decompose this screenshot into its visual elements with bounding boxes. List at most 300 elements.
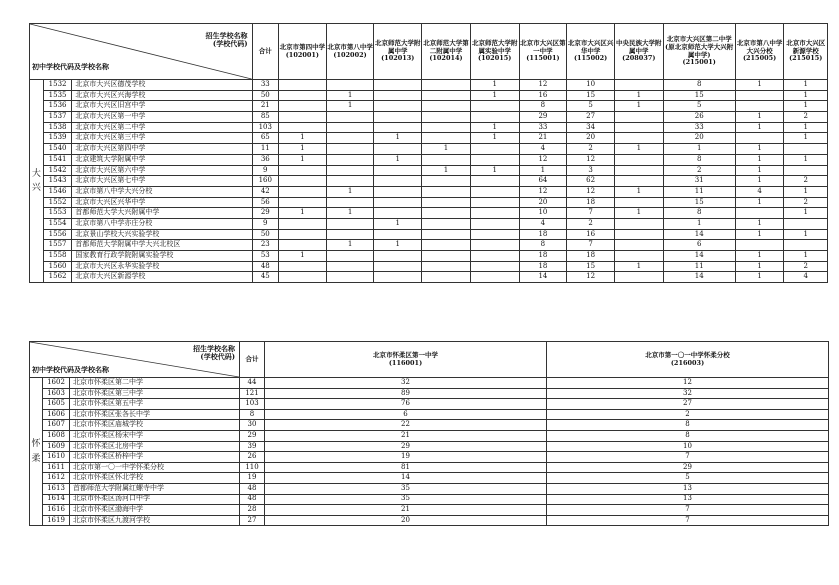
quota-cell: 1 xyxy=(735,122,784,133)
quota-cell: 1 xyxy=(735,229,784,240)
column-header xyxy=(567,24,615,80)
quota-cell xyxy=(784,218,828,229)
quota-cell xyxy=(279,261,327,272)
quota-cell xyxy=(422,80,471,91)
table-row xyxy=(30,112,828,123)
quota-cell: 1 xyxy=(326,208,374,219)
school-code-cell: 1616 xyxy=(43,505,70,516)
school-code-cell: 1558 xyxy=(43,251,72,262)
quota-cell: 1 xyxy=(784,154,828,165)
school-name-cell: 北京市第八中学亦庄分校 xyxy=(72,218,252,229)
column-school-code: (115001) xyxy=(526,54,560,63)
school-name-cell: 北京市怀柔区九渡河学校 xyxy=(70,515,240,526)
column-school-code: (102015) xyxy=(478,54,512,63)
column-header xyxy=(279,24,327,80)
table-row xyxy=(30,505,829,516)
quota-cell: 3 xyxy=(567,165,615,176)
table2-corner-header xyxy=(30,342,240,378)
quota-cell: 1 xyxy=(614,144,663,155)
quota-cell: 12 xyxy=(519,154,567,165)
total-cell: 11 xyxy=(252,144,278,155)
quota-cell: 13 xyxy=(547,483,829,494)
quota-cell: 1 xyxy=(735,112,784,123)
table1-corner-header xyxy=(30,24,253,80)
quota-cell: 1 xyxy=(784,251,828,262)
quota-cell: 8 xyxy=(663,80,735,91)
quota-cell xyxy=(374,144,422,155)
quota-cell xyxy=(374,208,422,219)
quota-cell: 1 xyxy=(374,218,422,229)
quota-cell xyxy=(279,272,327,283)
table-row xyxy=(30,208,828,219)
quota-cell xyxy=(614,272,663,283)
quota-cell: 8 xyxy=(663,154,735,165)
quota-cell: 14 xyxy=(663,272,735,283)
quota-cell: 1 xyxy=(422,165,471,176)
school-name-cell: 首都师范大学附属中学大兴北校区 xyxy=(72,240,252,251)
quota-cell: 27 xyxy=(547,399,829,410)
quota-cell xyxy=(422,229,471,240)
quota-cell: 2 xyxy=(784,112,828,123)
quota-cell: 1 xyxy=(326,90,374,101)
quota-cell: 1 xyxy=(374,133,422,144)
quota-cell: 7 xyxy=(547,505,829,516)
total-cell: 65 xyxy=(252,133,278,144)
quota-cell xyxy=(326,218,374,229)
quota-cell xyxy=(279,186,327,197)
quota-cell: 10 xyxy=(547,441,829,452)
quota-cell: 21 xyxy=(265,430,547,441)
quota-cell xyxy=(422,176,471,187)
quota-cell: 1 xyxy=(326,240,374,251)
column-school-code: (102014) xyxy=(429,54,463,63)
quota-cell: 15 xyxy=(567,90,615,101)
quota-cell: 2 xyxy=(567,218,615,229)
quota-cell xyxy=(279,90,327,101)
total-cell: 29 xyxy=(252,208,278,219)
total-cell: 9 xyxy=(252,218,278,229)
school-name-cell: 北京市怀柔区渤海中学 xyxy=(70,505,240,516)
total-cell: 103 xyxy=(240,399,265,410)
table-row xyxy=(30,251,828,262)
quota-cell: 1 xyxy=(735,144,784,155)
quota-cell: 5 xyxy=(567,101,615,112)
column-school-code: (115002) xyxy=(573,54,608,63)
table-row xyxy=(30,399,829,410)
quota-cell: 16 xyxy=(519,90,567,101)
district-name: 怀柔 xyxy=(31,439,41,464)
total-cell: 39 xyxy=(240,441,265,452)
total-cell: 33 xyxy=(252,80,278,91)
school-name-cell: 北京市大兴区德茂学校 xyxy=(72,80,252,91)
quota-cell xyxy=(614,80,663,91)
quota-cell xyxy=(470,144,519,155)
quota-cell: 1 xyxy=(784,122,828,133)
school-code-cell: 1560 xyxy=(43,261,72,272)
corner-school-label: 招生学校名称 xyxy=(193,344,236,353)
quota-cell: 29 xyxy=(547,462,829,473)
quota-cell xyxy=(326,176,374,187)
quota-cell xyxy=(422,272,471,283)
school-name-cell: 北京市大兴区第三中学 xyxy=(72,133,252,144)
school-name-cell: 北京市大兴区兴华中学 xyxy=(72,197,252,208)
column-school-name: 北京市大兴区兴华中学 xyxy=(567,38,614,55)
quota-cell: 8 xyxy=(519,101,567,112)
quota-cell: 81 xyxy=(265,462,547,473)
total-cell: 50 xyxy=(252,229,278,240)
quota-cell: 35 xyxy=(265,483,547,494)
total-cell: 48 xyxy=(240,494,265,505)
quota-cell: 5 xyxy=(663,101,735,112)
column-school-name: 北京师范大学第二附属中学 xyxy=(423,38,469,55)
quota-cell xyxy=(470,240,519,251)
quota-cell xyxy=(470,197,519,208)
quota-cell: 14 xyxy=(519,272,567,283)
quota-cell xyxy=(279,165,327,176)
quota-cell xyxy=(326,261,374,272)
school-code-cell: 1606 xyxy=(43,409,70,420)
quota-cell: 29 xyxy=(519,112,567,123)
quota-cell xyxy=(470,186,519,197)
column-header xyxy=(265,342,547,378)
column-header xyxy=(735,24,784,80)
quota-cell: 18 xyxy=(519,229,567,240)
total-cell: 160 xyxy=(252,176,278,187)
quota-cell xyxy=(470,208,519,219)
quota-cell: 8 xyxy=(547,430,829,441)
quota-cell xyxy=(279,112,327,123)
quota-cell xyxy=(326,154,374,165)
quota-cell xyxy=(470,218,519,229)
quota-cell xyxy=(326,80,374,91)
quota-cell: 2 xyxy=(547,409,829,420)
table-row xyxy=(30,80,828,91)
quota-cell: 1 xyxy=(784,80,828,91)
quota-cell: 14 xyxy=(663,251,735,262)
table-row xyxy=(30,452,829,463)
quota-cell: 12 xyxy=(567,272,615,283)
quota-cell: 26 xyxy=(663,112,735,123)
quota-cell: 2 xyxy=(784,176,828,187)
quota-cell xyxy=(422,186,471,197)
school-code-cell: 1542 xyxy=(43,165,72,176)
quota-cell xyxy=(374,176,422,187)
quota-cell xyxy=(470,229,519,240)
quota-cell: 7 xyxy=(547,515,829,526)
table-row xyxy=(30,473,829,484)
quota-cell: 1 xyxy=(614,101,663,112)
district-name: 大兴 xyxy=(31,168,41,194)
total-cell: 110 xyxy=(240,462,265,473)
quota-cell: 1 xyxy=(326,101,374,112)
column-school-code: (102002) xyxy=(333,50,367,59)
school-code-cell: 1536 xyxy=(43,101,72,112)
quota-cell xyxy=(614,218,663,229)
column-header xyxy=(547,342,829,378)
school-name-cell: 北京市大兴区新源学校 xyxy=(72,272,252,283)
quota-cell: 8 xyxy=(547,420,829,431)
total-cell: 85 xyxy=(252,112,278,123)
table-row xyxy=(30,462,829,473)
quota-cell: 1 xyxy=(279,208,327,219)
total-cell: 48 xyxy=(240,483,265,494)
table-row xyxy=(30,101,828,112)
quota-cell xyxy=(326,272,374,283)
quota-cell: 1 xyxy=(735,165,784,176)
quota-cell xyxy=(326,122,374,133)
table-row xyxy=(30,388,829,399)
column-school-name: 北京市第四中学 xyxy=(279,42,326,51)
school-code-cell: 1603 xyxy=(43,388,70,399)
total-cell: 26 xyxy=(240,452,265,463)
school-code-cell: 1553 xyxy=(43,208,72,219)
quota-cell xyxy=(422,154,471,165)
quota-cell: 1 xyxy=(663,144,735,155)
quota-cell: 34 xyxy=(567,122,615,133)
school-code-cell: 1535 xyxy=(43,90,72,101)
quota-cell: 8 xyxy=(519,240,567,251)
column-header xyxy=(374,24,422,80)
total-cell: 8 xyxy=(240,409,265,420)
quota-cell xyxy=(326,197,374,208)
total-cell: 48 xyxy=(252,261,278,272)
quota-cell: 1 xyxy=(279,144,327,155)
quota-cell xyxy=(279,229,327,240)
quota-cell xyxy=(374,165,422,176)
quota-cell: 20 xyxy=(265,515,547,526)
quota-cell: 7 xyxy=(547,452,829,463)
quota-cell: 1 xyxy=(470,90,519,101)
quota-cell xyxy=(784,165,828,176)
quota-cell: 1 xyxy=(735,176,784,187)
quota-cell: 13 xyxy=(547,494,829,505)
quota-cell xyxy=(614,240,663,251)
total-header: 合计 xyxy=(252,24,278,80)
quota-cell xyxy=(326,112,374,123)
quota-cell xyxy=(326,133,374,144)
quota-cell xyxy=(735,101,784,112)
total-cell: 29 xyxy=(240,430,265,441)
quota-cell: 21 xyxy=(519,133,567,144)
quota-cell: 1 xyxy=(735,251,784,262)
quota-cell xyxy=(422,101,471,112)
quota-cell: 1 xyxy=(614,208,663,219)
quota-cell xyxy=(614,165,663,176)
quota-cell xyxy=(735,90,784,101)
school-code-cell: 1619 xyxy=(43,515,70,526)
school-name-cell: 北京建筑大学附属中学 xyxy=(72,154,252,165)
quota-cell: 1 xyxy=(663,218,735,229)
column-header xyxy=(422,24,471,80)
total-cell: 23 xyxy=(252,240,278,251)
table-row xyxy=(30,272,828,283)
quota-cell: 1 xyxy=(279,154,327,165)
quota-cell xyxy=(422,112,471,123)
quota-cell: 18 xyxy=(567,197,615,208)
school-code-cell: 1537 xyxy=(43,112,72,123)
quota-cell: 1 xyxy=(784,133,828,144)
school-name-cell: 北京市第一〇一中学怀柔分校 xyxy=(70,462,240,473)
quota-cell: 1 xyxy=(735,80,784,91)
quota-cell: 12 xyxy=(519,186,567,197)
quota-cell xyxy=(326,251,374,262)
school-code-cell: 1539 xyxy=(43,133,72,144)
quota-cell: 18 xyxy=(519,251,567,262)
quota-cell xyxy=(735,208,784,219)
table-row xyxy=(30,261,828,272)
quota-cell xyxy=(279,240,327,251)
school-code-cell: 1562 xyxy=(43,272,72,283)
quota-cell xyxy=(470,112,519,123)
quota-cell xyxy=(422,90,471,101)
school-code-cell: 1557 xyxy=(43,240,72,251)
school-name-cell: 北京市怀柔区第三中学 xyxy=(70,388,240,399)
quota-cell xyxy=(326,229,374,240)
quota-cell: 64 xyxy=(519,176,567,187)
quota-cell xyxy=(326,165,374,176)
quota-cell: 21 xyxy=(265,505,547,516)
school-name-cell: 北京景山学校大兴实验学校 xyxy=(72,229,252,240)
district-label xyxy=(30,80,44,283)
quota-cell: 1 xyxy=(470,122,519,133)
school-name-cell: 北京市大兴区兴海学校 xyxy=(72,90,252,101)
quota-cell xyxy=(374,122,422,133)
quota-cell xyxy=(470,101,519,112)
total-cell: 45 xyxy=(252,272,278,283)
quota-cell xyxy=(326,144,374,155)
school-code-cell: 1613 xyxy=(43,483,70,494)
quota-cell: 1 xyxy=(519,165,567,176)
column-school-name: 北京师范大学附属实验中学 xyxy=(471,38,518,55)
huairou-allocation-table xyxy=(29,341,829,526)
quota-cell: 6 xyxy=(663,240,735,251)
quota-cell xyxy=(422,218,471,229)
quota-cell: 33 xyxy=(663,122,735,133)
school-name-cell: 北京市第八中学大兴分校 xyxy=(72,186,252,197)
quota-cell xyxy=(784,240,828,251)
quota-cell xyxy=(470,251,519,262)
quota-cell xyxy=(735,240,784,251)
quota-cell: 32 xyxy=(547,388,829,399)
school-code-cell: 1610 xyxy=(43,452,70,463)
school-code-cell: 1614 xyxy=(43,494,70,505)
quota-cell: 1 xyxy=(470,165,519,176)
total-cell: 121 xyxy=(240,388,265,399)
quota-cell: 8 xyxy=(663,208,735,219)
quota-cell: 4 xyxy=(519,218,567,229)
quota-cell xyxy=(422,208,471,219)
school-name-cell: 北京市怀柔区怀北学校 xyxy=(70,473,240,484)
corner-code-label: (学校代码) xyxy=(200,352,236,362)
table-row xyxy=(30,133,828,144)
quota-cell xyxy=(422,261,471,272)
school-name-cell: 北京市怀柔区桥梓中学 xyxy=(70,452,240,463)
school-code-cell: 1607 xyxy=(43,420,70,431)
quota-cell: 14 xyxy=(265,473,547,484)
quota-cell xyxy=(422,133,471,144)
quota-cell: 27 xyxy=(567,112,615,123)
total-cell: 44 xyxy=(240,378,265,389)
quota-cell xyxy=(470,176,519,187)
quota-cell xyxy=(374,186,422,197)
total-header: 合计 xyxy=(240,342,265,378)
table-row xyxy=(30,378,829,389)
school-name-cell: 北京市怀柔区第二中学 xyxy=(70,378,240,389)
total-cell: 56 xyxy=(252,197,278,208)
school-name-cell: 北京市怀柔区第五中学 xyxy=(70,399,240,410)
total-cell: 36 xyxy=(252,154,278,165)
quota-cell xyxy=(374,101,422,112)
table-row xyxy=(30,240,828,251)
column-school-name: 北京市大兴区第二中学(原北京师范大学大兴附属中学) xyxy=(665,34,734,59)
school-code-cell: 1554 xyxy=(43,218,72,229)
quota-cell xyxy=(374,112,422,123)
table-row xyxy=(30,430,829,441)
quota-cell: 1 xyxy=(735,261,784,272)
school-name-cell: 北京市大兴区第四中学 xyxy=(72,144,252,155)
quota-cell xyxy=(614,122,663,133)
school-name-cell: 首都师范大学大兴附属中学 xyxy=(72,208,252,219)
district-label xyxy=(30,378,43,526)
quota-cell: 4 xyxy=(519,144,567,155)
quota-cell xyxy=(470,272,519,283)
table-row xyxy=(30,218,828,229)
corner-row-label: 初中学校代码及学校名称 xyxy=(32,365,109,375)
quota-cell xyxy=(614,112,663,123)
total-cell: 9 xyxy=(252,165,278,176)
quota-cell xyxy=(735,133,784,144)
quota-cell: 15 xyxy=(567,261,615,272)
school-name-cell: 北京市怀柔区北房中学 xyxy=(70,441,240,452)
quota-cell: 1 xyxy=(614,186,663,197)
quota-cell: 11 xyxy=(663,186,735,197)
total-cell: 21 xyxy=(252,101,278,112)
table-row xyxy=(30,494,829,505)
quota-cell: 1 xyxy=(735,272,784,283)
column-school-code: (215005) xyxy=(742,54,777,63)
quota-cell: 1 xyxy=(735,218,784,229)
quota-cell: 1 xyxy=(279,133,327,144)
column-school-code: (116001) xyxy=(388,358,423,367)
school-name-cell: 北京市大兴区第六中学 xyxy=(72,165,252,176)
school-code-cell: 1538 xyxy=(43,122,72,133)
school-name-cell: 北京市怀柔区汤河口中学 xyxy=(70,494,240,505)
school-code-cell: 1609 xyxy=(43,441,70,452)
column-school-code: (208037) xyxy=(622,54,656,63)
table-row xyxy=(30,515,829,526)
school-name-cell: 北京市怀柔区杨宋中学 xyxy=(70,430,240,441)
quota-cell xyxy=(374,251,422,262)
quota-cell xyxy=(279,176,327,187)
total-cell: 42 xyxy=(252,186,278,197)
quota-cell: 1 xyxy=(735,197,784,208)
school-name-cell: 北京市怀柔区庙城学校 xyxy=(70,420,240,431)
school-name-cell: 北京市大兴区永华实验学校 xyxy=(72,261,252,272)
quota-cell: 7 xyxy=(567,208,615,219)
total-cell: 103 xyxy=(252,122,278,133)
total-cell: 27 xyxy=(240,515,265,526)
corner-row-label: 初中学校代码及学校名称 xyxy=(32,62,109,72)
quota-cell: 2 xyxy=(784,261,828,272)
quota-cell: 1 xyxy=(614,90,663,101)
quota-cell: 10 xyxy=(567,80,615,91)
column-header xyxy=(326,24,374,80)
total-cell: 28 xyxy=(240,505,265,516)
quota-cell xyxy=(374,272,422,283)
quota-cell xyxy=(279,80,327,91)
column-school-name: 中央民族大学附属中学 xyxy=(616,38,662,55)
quota-cell: 1 xyxy=(326,186,374,197)
